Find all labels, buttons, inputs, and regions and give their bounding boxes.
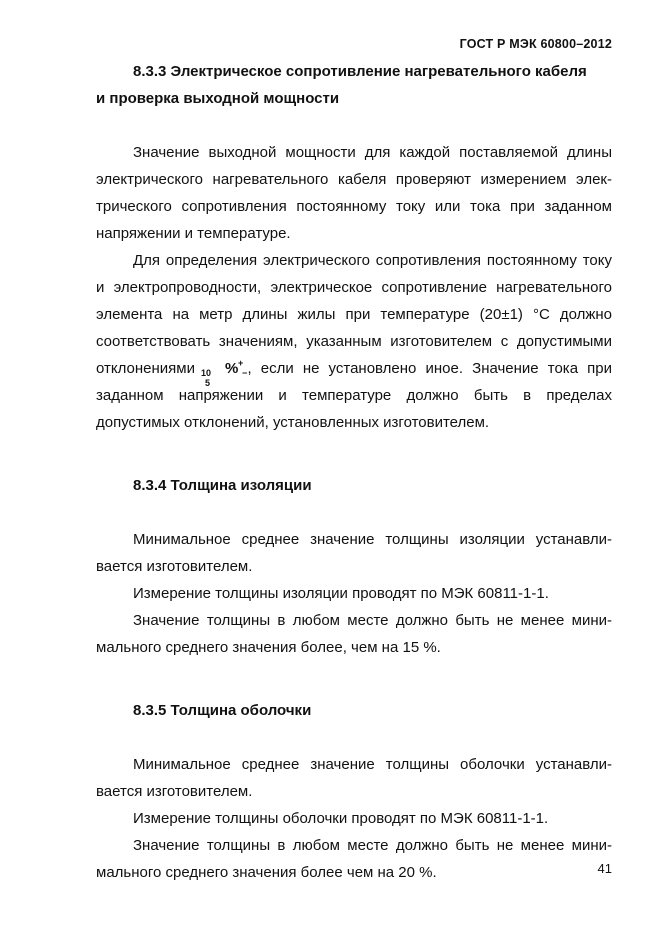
section-8-3-5-heading: 8.3.5 Толщина оболочки [133,702,312,719]
section-8-3-3-paragraph-1: Значение выходной мощности для каждой поставляемой длины электрического нагревательного кабеля проверяют измерением электрического сопротивления постоянному току или тока при заданном напряжении и температуре. [96,144,612,242]
heading-line-1: 8.3.3 Электрическое сопротивление нагревательного кабеля [133,63,587,80]
tolerance-minus: − 5 [204,368,248,389]
section-8-3-5-paragraph-2: Измерение толщины оболочки проводят по МЭК 60811-1-1. [133,810,549,827]
heading-line-2: и проверка выходной мощности [96,90,340,107]
tolerance-unit: % [224,360,239,377]
standard-code: ГОСТ Р МЭК 60800–2012 [459,37,612,51]
paragraph-2-text-end: , если не установлено иное. Значение тока при заданном напряжении и температуре должно быть в пределах допустимых отклонений, установленных изготовителем. [96,360,612,431]
page-content [96,58,612,886]
section-8-3-3-paragraph-2 [96,247,612,436]
tolerance-plus: + 10 [200,358,244,379]
section-8-3-5-paragraph-3: Значение толщины в любом месте должно быть не менее минимального среднего значения более чем на 20 %. [96,837,612,881]
page-number: 41 [597,861,612,876]
section-8-3-5-paragraph-1: Минимальное среднее значение толщины оболочки устанавливается изготовителем. [96,756,612,800]
section-8-3-4-paragraph-2: Измерение толщины изоляции проводят по МЭК 60811-1-1. [133,585,549,602]
section-8-3-3-heading [96,58,612,112]
section-8-3-4-heading: 8.3.4 Толщина изоляции [133,477,312,494]
section-8-3-4-paragraph-3: Значение толщины в любом месте должно быть не менее минимального среднего значения более, чем на 15 %. [96,612,612,656]
section-8-3-4-paragraph-1: Минимальное среднее значение толщины изоляции устанавливается изготовителем. [96,531,612,575]
paragraph-2-text-start: Для определения электрического сопротивления постоянному току и электропроводности, электрическое сопротивление нагревательного элемента на метр длины жилы при температуре (20±1) °С должно соответствовать значениям, указанным изготовителем с допустимыми отклонениями [96,252,612,377]
tolerance-fraction [200,358,248,389]
